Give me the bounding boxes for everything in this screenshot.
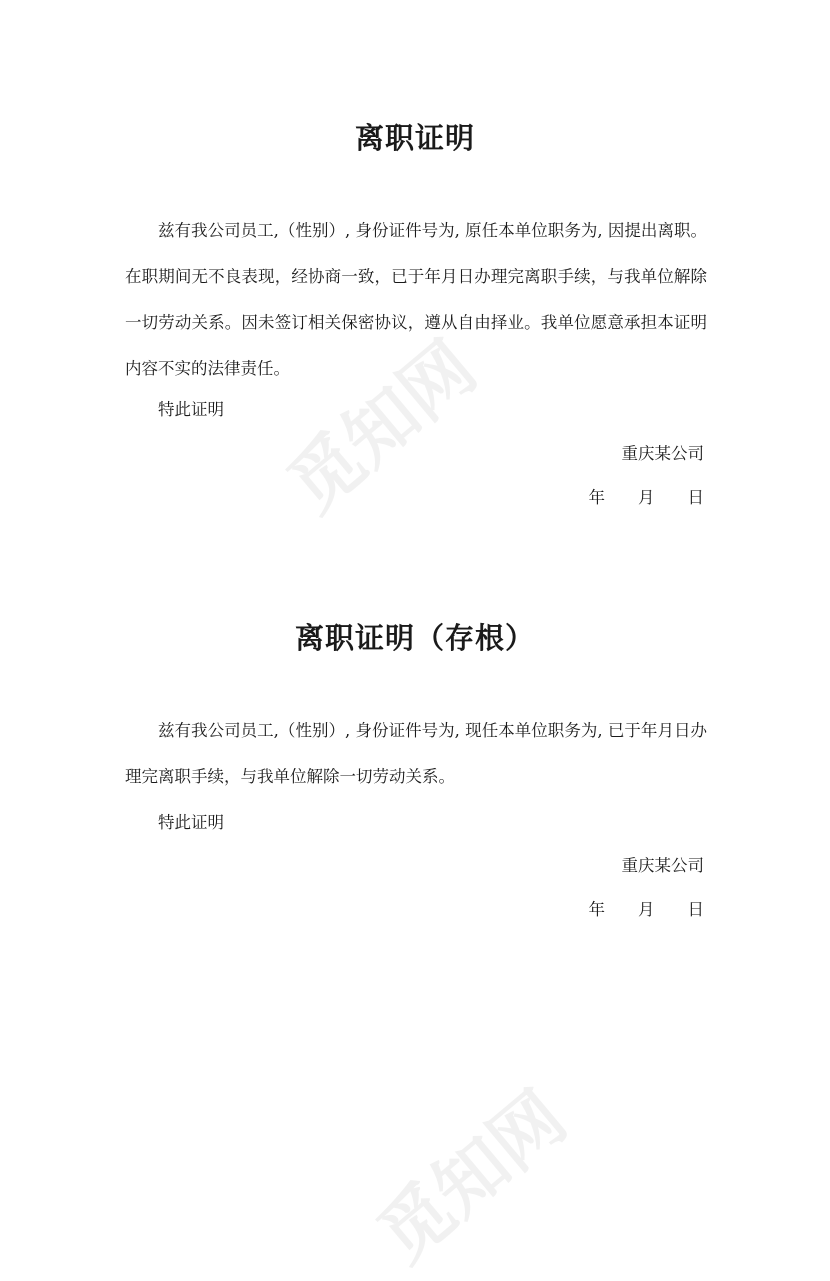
stub-company: 重庆某公司: [621, 856, 704, 875]
certificate-title: 离职证明: [354, 121, 475, 155]
watermark: 觅知网: [272, 324, 492, 529]
certificate-date: [589, 484, 705, 508]
watermark-bottom: 觅知网: [362, 1074, 582, 1279]
stub-date: [589, 896, 705, 920]
certificate-closing: 特此证明: [158, 400, 224, 419]
date-year: 年: [588, 488, 605, 507]
certificate-body: 兹有我公司员工,（性别）, 身份证件号为, 原任本单位职务为, 因提出离职。在职期间无不良表现，经协商一致，已于年月日办理完离职手续，与我单位解除一切劳动关系。因未签订相关保密协议，遵从自由择业。我单位愿意承担本证明内容不实的法律责任。: [125, 221, 707, 378]
date-month: 月: [638, 488, 655, 507]
date-year: 年: [588, 900, 605, 919]
date-month: 月: [638, 900, 655, 919]
stub-body: 兹有我公司员工,（性别）, 身份证件号为, 现任本单位职务为, 已于年月日办理完离职手续，与我单位解除一切劳动关系。: [125, 721, 707, 786]
certificate-company: 重庆某公司: [621, 444, 704, 463]
date-day: 日: [687, 900, 704, 919]
stub-closing: 特此证明: [158, 813, 224, 832]
date-day: 日: [687, 488, 704, 507]
stub-title: 离职证明（存根）: [294, 621, 535, 655]
